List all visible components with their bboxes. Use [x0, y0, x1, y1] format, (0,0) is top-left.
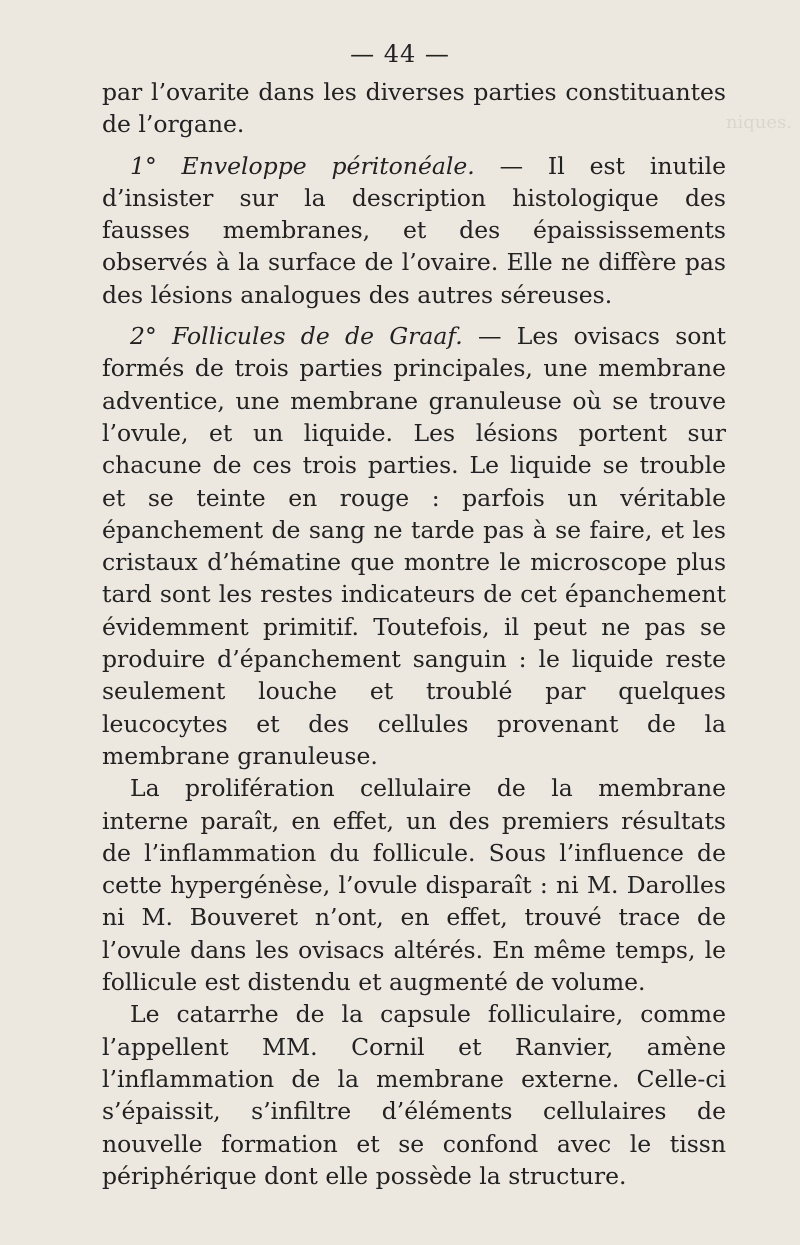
paragraph-proliferation: [102, 772, 726, 998]
body-text: [102, 76, 726, 1192]
paragraph-follicules: [102, 320, 726, 772]
section-heading: 1° Enveloppe péritonéale.: [130, 151, 475, 180]
paragraph-text: Le catarrhe de la capsule folliculaire, comme l’appellent MM. Cornil et Ranvier, amène l’inflammation de la membrane externe. Celle-ci s’épaissit, s’infiltre d’éléments cellulaires de nouvelle formation et se confond avec le tissn périphérique dont elle possède la structure.: [102, 1000, 726, 1190]
section-heading: 2° Follicules de de Graaf.: [130, 322, 463, 351]
page-number: — 44 —: [350, 40, 450, 68]
paragraph-catarrhe: [102, 998, 726, 1192]
paragraph-ovarite: [102, 76, 726, 141]
paragraph-enveloppe: [102, 150, 726, 311]
show-through-mark: niques.: [725, 112, 792, 133]
paragraph-text: par l’ovarite dans les diverses parties constituantes de l’organe.: [102, 78, 726, 139]
paragraph-text: La prolifération cellulaire de la membrane interne paraît, en effet, un des premiers résultats de l’inflammation du follicule. Sous l’influence de cette hypergénèse, l’ovule disparaît : ni M. Darolles ni M. Bouveret n’ont, en effet, trouvé trace de l’ovule dans les ovisacs altérés. En même temps, le follicule est distendu et augmenté de volume.: [102, 774, 726, 997]
paragraph-text: — Il est inutile d’insister sur la description histologique des fausses membranes, et des épaississements observés à la surface de l’ovaire. Elle ne diffère pas des lésions analogues des autres séreuses.: [102, 151, 726, 309]
paragraph-text: — Les ovisacs sont formés de trois parties principales, une membrane adventice, une membrane granuleuse où se trouve l’ovule, et un liquide. Les lésions portent sur chacune de ces trois parties. Le liquide se trouble et se teinte en rouge : parfois un véritable épanchement de sang ne tarde pas à se faire, et les cristaux d’hématine que montre le microscope plus tard sont les restes indicateurs de cet épanchement évidemment primitif. Toutefois, il peut ne pas se produire d’épanchement sanguin : le liquide reste seulement louche et troublé par quelques leucocytes et des cellules provenant de la membrane granuleuse.: [102, 322, 726, 770]
